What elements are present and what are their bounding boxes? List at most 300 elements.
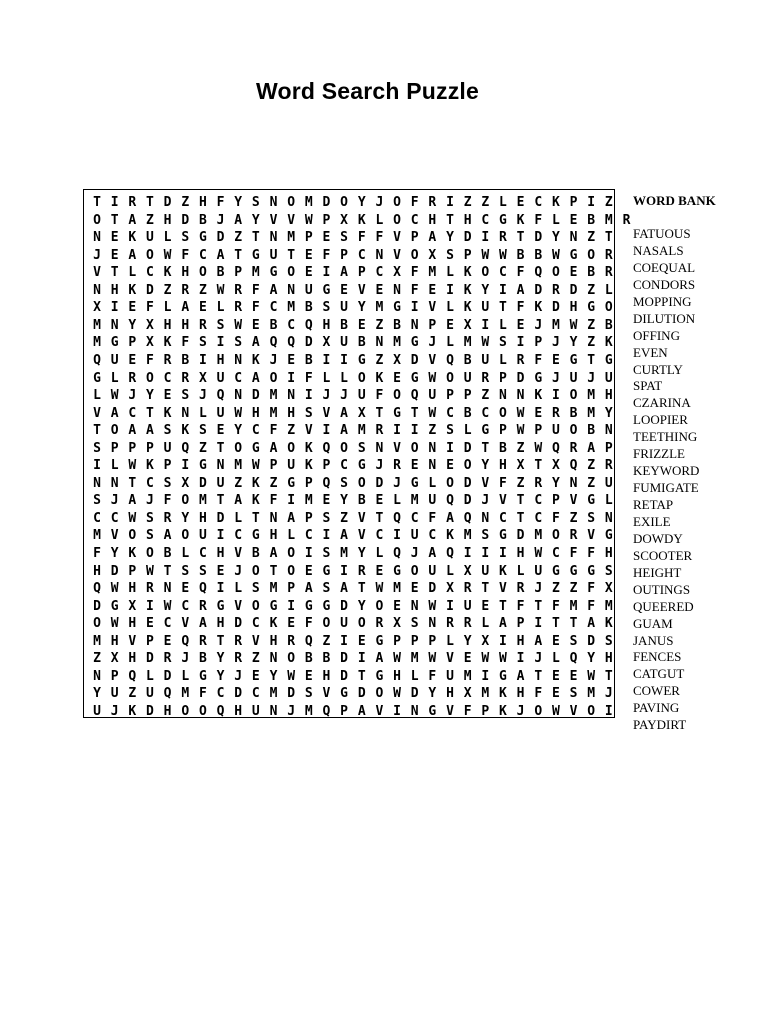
word-bank-list [633, 226, 763, 734]
grid-letter: C [375, 528, 384, 544]
grid-letter: G [322, 598, 331, 614]
grid-letter: G [534, 370, 543, 386]
grid-letter: G [428, 703, 437, 719]
grid-letter: U [428, 388, 437, 404]
grid-letter: S [163, 475, 172, 491]
grid-letter: Z [322, 633, 331, 649]
grid-letter: Y [234, 423, 243, 439]
grid-letter: C [287, 317, 296, 333]
grid-letter: Z [569, 510, 578, 526]
grid-letter: N [216, 458, 225, 474]
grid-letter: H [604, 651, 613, 667]
grid-letter: P [410, 633, 419, 649]
grid-letter: R [516, 581, 525, 597]
grid-letter: O [357, 616, 366, 632]
grid-letter: X [393, 265, 401, 281]
grid-letter: E [287, 352, 296, 368]
grid-letter: L [551, 212, 560, 228]
grid-letter: D [216, 510, 225, 526]
grid-letter: G [569, 563, 578, 579]
grid-letter: T [569, 616, 578, 632]
grid-letter: G [551, 563, 560, 579]
grid-letter: K [516, 212, 525, 228]
grid-letter: G [604, 352, 613, 368]
grid-letter: E [375, 282, 384, 298]
grid-letter: H [216, 616, 225, 632]
grid-letter: W [163, 598, 172, 614]
grid-letter: O [287, 195, 296, 210]
grid-letter: S [322, 581, 331, 597]
grid-letter: Y [234, 195, 243, 210]
grid-letter: E [481, 598, 490, 614]
grid-letter: J [551, 370, 560, 386]
grid-letter: S [340, 475, 348, 491]
grid-letter: Y [357, 195, 366, 210]
grid-letter: L [287, 528, 296, 544]
grid-letter: D [551, 300, 560, 316]
grid-row [84, 703, 614, 721]
grid-letter: A [198, 616, 207, 632]
grid-letter: F [269, 423, 278, 439]
grid-letter: P [340, 247, 348, 263]
grid-letter: R [128, 195, 137, 210]
grid-letter: F [181, 247, 190, 263]
grid-letter: D [463, 440, 472, 456]
grid-letter: I [110, 300, 119, 316]
grid-letter: F [534, 686, 543, 702]
grid-row [84, 405, 614, 423]
grid-letter: B [516, 247, 525, 263]
grid-letter: K [128, 703, 137, 719]
grid-letter: U [357, 388, 366, 404]
grid-letter: X [146, 317, 154, 333]
grid-letter: V [251, 633, 260, 649]
grid-letter: H [198, 195, 207, 210]
grid-letter: B [322, 651, 331, 667]
grid-letter: J [604, 686, 613, 702]
grid-letter: D [110, 563, 119, 579]
grid-letter: V [304, 423, 313, 439]
grid-letter: N [604, 510, 613, 526]
grid-letter: E [410, 458, 419, 474]
grid-letter: O [287, 563, 296, 579]
grid-letter: K [604, 335, 613, 351]
grid-letter: M [181, 686, 190, 702]
grid-letter: B [269, 317, 278, 333]
grid-letter: U [304, 282, 313, 298]
grid-letter: T [216, 440, 225, 456]
grid-letter: K [534, 300, 543, 316]
grid-letter: V [93, 265, 101, 281]
grid-letter: S [198, 335, 207, 351]
grid-letter: Z [128, 686, 137, 702]
grid-letter: Q [304, 317, 313, 333]
grid-letter: B [499, 440, 507, 456]
grid-letter: S [446, 247, 454, 263]
grid-letter: E [375, 563, 384, 579]
grid-letter: C [163, 370, 172, 386]
grid-letter: K [163, 405, 172, 421]
grid-letter: W [304, 212, 313, 228]
grid-letter: H [163, 317, 172, 333]
grid-letter: M [251, 265, 260, 281]
word-bank-item: JANUS [633, 632, 674, 648]
grid-letter: N [499, 388, 507, 404]
grid-letter: F [146, 300, 154, 316]
word-bank-item: FENCES [633, 649, 682, 665]
grid-letter: U [146, 230, 154, 246]
grid-letter: F [551, 598, 560, 614]
grid-letter: U [463, 370, 472, 386]
grid-letter: T [516, 510, 525, 526]
grid-letter: L [216, 300, 225, 316]
grid-letter: O [251, 598, 260, 614]
grid-letter: X [198, 370, 207, 386]
grid-row [84, 527, 614, 545]
grid-letter: K [304, 440, 313, 456]
grid-letter: A [516, 668, 525, 684]
grid-letter: E [357, 317, 366, 333]
grid-letter: G [481, 423, 490, 439]
grid-letter: K [357, 212, 366, 228]
grid-letter: E [322, 230, 331, 246]
grid-letter: W [375, 581, 384, 597]
grid-letter: O [128, 528, 137, 544]
grid-letter: E [551, 686, 560, 702]
grid-letter: F [499, 475, 507, 491]
grid-letter: C [534, 195, 543, 210]
grid-letter: L [428, 475, 437, 491]
grid-letter: I [446, 282, 454, 298]
grid-letter: H [128, 651, 137, 667]
grid-letter: S [357, 440, 366, 456]
grid-letter: Q [216, 388, 225, 404]
word-bank-item: RETAP [633, 497, 674, 512]
grid-letter: I [481, 546, 490, 561]
grid-letter: D [375, 475, 384, 491]
grid-letter: Y [481, 458, 490, 474]
grid-letter: V [234, 546, 243, 561]
grid-letter: P [287, 581, 296, 597]
grid-letter: M [304, 493, 313, 509]
grid-letter: I [499, 633, 507, 649]
grid-letter: D [322, 195, 331, 210]
grid-letter: H [446, 686, 454, 702]
grid-letter: U [110, 686, 119, 702]
grid-letter: I [481, 230, 490, 246]
grid-letter: Z [587, 282, 596, 298]
grid-letter: I [304, 388, 313, 404]
grid-letter: J [234, 563, 243, 579]
grid-letter: H [463, 212, 472, 228]
grid-letter: L [499, 317, 507, 333]
grid-letter: G [499, 668, 507, 684]
grid-letter: K [163, 335, 172, 351]
grid-letter: T [93, 195, 101, 210]
grid-letter: F [516, 265, 525, 281]
grid-letter: L [446, 633, 454, 649]
grid-letter: M [269, 388, 278, 404]
grid-letter: L [110, 370, 119, 386]
grid-letter: L [410, 668, 419, 684]
grid-letter: H [198, 510, 207, 526]
grid-letter: N [410, 703, 419, 719]
grid-letter: G [587, 493, 596, 509]
grid-letter: Q [534, 265, 543, 281]
grid-letter: E [569, 265, 578, 281]
grid-letter: R [163, 651, 172, 667]
grid-letter: W [110, 616, 119, 632]
grid-letter: D [534, 230, 543, 246]
word-bank-item: OUTINGS [633, 581, 691, 597]
grid-letter: P [446, 388, 454, 404]
grid-letter: I [322, 423, 331, 439]
grid-letter: W [110, 581, 119, 597]
grid-letter: R [357, 563, 366, 579]
grid-letter: Z [569, 581, 578, 597]
grid-letter: R [499, 230, 507, 246]
grid-letter: Y [357, 598, 366, 614]
grid-letter: Y [251, 212, 260, 228]
grid-letter: I [463, 546, 472, 561]
grid-letter: O [499, 405, 507, 421]
grid-letter: R [428, 195, 437, 210]
grid-letter: A [269, 546, 278, 561]
grid-letter: F [322, 247, 331, 263]
grid-letter: P [322, 458, 331, 474]
grid-letter: Q [446, 546, 454, 561]
grid-letter: L [93, 388, 101, 404]
grid-letter: V [269, 212, 278, 228]
grid-letter: F [93, 546, 101, 561]
grid-letter: I [322, 265, 331, 281]
grid-letter: O [110, 423, 119, 439]
grid-letter: L [322, 370, 331, 386]
grid-letter: H [128, 616, 137, 632]
grid-letter: C [269, 300, 278, 316]
grid-letter: C [128, 405, 137, 421]
grid-letter: M [410, 651, 419, 667]
grid-letter: F [428, 668, 437, 684]
grid-letter: W [481, 651, 490, 667]
grid-letter: F [146, 352, 154, 368]
word-bank-item: KEYWORD [633, 463, 700, 479]
grid-letter: X [604, 581, 613, 597]
word-bank-item: EXILE [633, 513, 671, 529]
grid-letter: J [198, 388, 207, 404]
grid-letter: A [340, 528, 348, 544]
grid-letter: Y [340, 493, 348, 509]
grid-letter: N [110, 475, 119, 491]
grid-letter: B [163, 546, 172, 561]
grid-letter: U [216, 405, 225, 421]
grid-letter: I [287, 598, 296, 614]
grid-letter: S [304, 405, 313, 421]
grid-letter: R [569, 440, 578, 456]
grid-letter: F [216, 195, 225, 210]
grid-letter: F [251, 282, 260, 298]
grid-letter: F [163, 493, 172, 509]
grid-letter: Q [93, 352, 101, 368]
grid-letter: T [499, 598, 507, 614]
grid-letter: S [198, 423, 207, 439]
grid-letter: W [146, 563, 154, 579]
grid-letter: L [375, 546, 384, 561]
grid-letter: U [428, 563, 437, 579]
grid-letter: J [128, 388, 137, 404]
grid-letter: T [146, 405, 154, 421]
grid-letter: I [551, 388, 560, 404]
grid-letter: T [534, 668, 543, 684]
grid-letter: K [604, 616, 613, 632]
grid-letter: V [446, 703, 454, 719]
grid-letter: B [198, 651, 207, 667]
grid-letter: F [357, 230, 366, 246]
grid-letter: H [569, 300, 578, 316]
grid-letter: G [110, 598, 119, 614]
grid-letter: C [499, 265, 507, 281]
grid-row [84, 422, 614, 440]
grid-letter: H [393, 668, 401, 684]
grid-letter: H [110, 282, 119, 298]
grid-letter: Z [375, 352, 384, 368]
page-title: Word Search Puzzle [255, 78, 479, 104]
grid-letter: M [534, 528, 543, 544]
grid-letter: E [304, 563, 313, 579]
grid-letter: Z [551, 581, 560, 597]
grid-letter: H [516, 633, 525, 649]
grid-letter: V [587, 528, 596, 544]
grid-letter: V [446, 651, 454, 667]
grid-letter: B [304, 651, 313, 667]
grid-letter: O [534, 703, 543, 719]
grid-letter: L [198, 405, 207, 421]
grid-letter: D [163, 668, 172, 684]
grid-letter: V [234, 598, 243, 614]
grid-letter: R [198, 317, 207, 333]
grid-letter: D [216, 230, 225, 246]
grid-letter: L [163, 230, 172, 246]
grid-letter: O [410, 440, 419, 456]
grid-letter: U [216, 475, 225, 491]
grid-letter: P [357, 265, 366, 281]
grid-letter: Q [128, 668, 137, 684]
grid-letter: Y [269, 668, 278, 684]
grid-letter: B [340, 317, 348, 333]
grid-letter: K [128, 282, 137, 298]
grid-letter: S [93, 440, 101, 456]
grid-letter: B [569, 405, 578, 421]
grid-row [84, 387, 614, 405]
grid-letter: T [146, 195, 154, 210]
grid-row [84, 510, 614, 528]
grid-letter: C [534, 510, 543, 526]
grid-letter: J [481, 493, 490, 509]
grid-letter: A [128, 247, 137, 263]
grid-letter: W [110, 388, 119, 404]
grid-letter: H [516, 546, 525, 561]
grid-letter: E [304, 247, 313, 263]
grid-letter: I [587, 195, 596, 210]
grid-row [84, 212, 631, 230]
grid-letter: K [534, 388, 543, 404]
grid-letter: W [128, 510, 137, 526]
grid-letter: Q [410, 388, 419, 404]
grid-letter: I [146, 598, 154, 614]
grid-letter: F [428, 510, 437, 526]
grid-letter: N [481, 510, 490, 526]
grid-row [84, 685, 614, 703]
grid-letter: O [375, 598, 384, 614]
grid-letter: S [340, 230, 348, 246]
grid-letter: Z [428, 423, 437, 439]
grid-letter: V [322, 686, 331, 702]
grid-letter: T [375, 405, 384, 421]
grid-letter: V [569, 703, 578, 719]
grid-letter: F [375, 230, 384, 246]
grid-letter: U [340, 300, 348, 316]
grid-letter: X [428, 247, 437, 263]
grid-letter: R [516, 352, 525, 368]
grid-letter: P [163, 458, 172, 474]
grid-letter: T [551, 616, 560, 632]
grid-letter: G [198, 458, 207, 474]
grid-letter: Y [551, 230, 560, 246]
grid-letter: X [322, 335, 331, 351]
grid-letter: X [393, 616, 401, 632]
grid-letter: P [410, 230, 419, 246]
grid-letter: V [287, 212, 296, 228]
grid-letter: J [216, 212, 225, 228]
grid-letter: D [251, 388, 260, 404]
grid-letter: E [446, 317, 454, 333]
grid-letter: A [357, 703, 366, 719]
grid-letter: M [410, 493, 419, 509]
grid-letter: M [287, 230, 296, 246]
grid-letter: U [463, 598, 472, 614]
grid-letter: M [93, 528, 101, 544]
grid-letter: U [481, 300, 490, 316]
grid-letter: N [269, 651, 278, 667]
grid-letter: K [251, 493, 260, 509]
grid-letter: L [604, 282, 613, 298]
grid-letter: P [304, 475, 313, 491]
grid-letter: P [304, 230, 313, 246]
grid-letter: H [128, 581, 137, 597]
grid-letter: J [410, 546, 419, 561]
grid-letter: Y [463, 633, 472, 649]
grid-letter: R [181, 282, 190, 298]
grid-letter: C [357, 247, 366, 263]
grid-letter: I [322, 352, 331, 368]
grid-letter: L [446, 265, 454, 281]
grid-letter: N [181, 405, 190, 421]
grid-letter: T [216, 633, 225, 649]
grid-letter: R [534, 475, 543, 491]
grid-letter: P [481, 703, 490, 719]
grid-letter: B [251, 546, 260, 561]
grid-letter: Z [251, 651, 260, 667]
grid-letter: B [534, 247, 543, 263]
grid-letter: X [181, 475, 190, 491]
grid-letter: B [216, 265, 225, 281]
grid-letter: E [146, 616, 154, 632]
grid-letter: Z [481, 388, 490, 404]
grid-letter: B [304, 352, 313, 368]
grid-letter: H [216, 352, 225, 368]
grid-letter: E [516, 317, 525, 333]
grid-letter: D [304, 335, 313, 351]
